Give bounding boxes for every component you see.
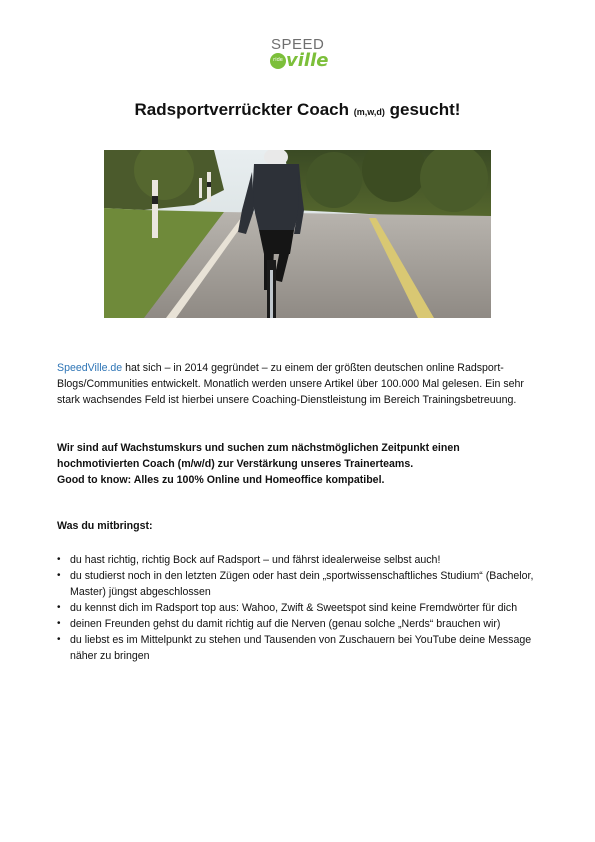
list-item-text: du kennst dich im Radsport top aus: Wahoo, Zwift & Sweetspot sind keine Fremdwörter für dich — [70, 602, 518, 614]
highlight-line-2: hochmotivierten Coach (m/w/d) zur Verstärkung unseres Trainerteams. — [57, 458, 414, 470]
list-item — [57, 600, 537, 616]
highlight-line-1: Wir sind auf Wachstumskurs und suchen zum nächstmöglichen Zeitpunkt einen — [57, 442, 460, 454]
intro-paragraph — [57, 360, 537, 408]
title-end: gesucht! — [384, 100, 461, 119]
title-suffix: (m,w,d) — [353, 107, 385, 117]
bullet-icon: • — [57, 554, 61, 565]
cyclist-photo — [104, 150, 491, 318]
speedville-logo — [262, 36, 332, 78]
list-item — [57, 568, 537, 600]
highlight-paragraph — [57, 440, 537, 488]
title-main: Radsportverrückter Coach — [134, 100, 354, 119]
list-item-text: du studierst noch in den letzten Zügen oder hast dein „sportwissenschaftliches Studium“ (Bachelor, Master) jüngst abgeschlossen — [70, 570, 534, 598]
logo-ville-text: ville — [286, 50, 329, 71]
list-item-text: du liebst es im Mittelpunkt zu stehen und Tausenden von Zuschauern bei YouTube deine Message näher zu bringen — [70, 634, 532, 662]
hero-image — [104, 150, 491, 318]
list-item — [57, 616, 537, 632]
speedville-link[interactable]: SpeedVille.de — [57, 362, 123, 374]
highlight-line-3: Good to know: Alles zu 100% Online und Homeoffice kompatibel. — [57, 474, 385, 486]
bullet-icon: • — [57, 602, 61, 613]
list-item-text: du hast richtig, richtig Bock auf Radsport – und fährst idealerweise selbst auch! — [70, 554, 441, 566]
bullet-icon: • — [57, 570, 61, 581]
intro-text: hat sich – in 2014 gegründet – zu einem der größten deutschen online Radsport-Blogs/Communities entwickelt. Monatlich werden unsere Artikel über 100.000 Mal gelesen. Ein sehr stark wachsendes Feld ist hierbei unsere Coaching-Dienstleistung im Bereich Trainingsbetreuung. — [57, 362, 524, 406]
list-item — [57, 552, 537, 568]
logo-badge — [270, 53, 286, 69]
bullet-icon: • — [57, 634, 61, 645]
bullet-icon: • — [57, 618, 61, 629]
list-item — [57, 632, 537, 664]
logo-speed-text: SPEED — [271, 36, 325, 53]
requirements-heading: Was du mitbringst: — [57, 520, 153, 532]
page-title — [0, 100, 595, 120]
requirements-list — [57, 552, 537, 664]
logo-badge-text: ride — [273, 57, 283, 63]
list-item-text: deinen Freunden gehst du damit richtig auf die Nerven (genau solche „Nerds“ brauchen wir) — [70, 618, 501, 630]
